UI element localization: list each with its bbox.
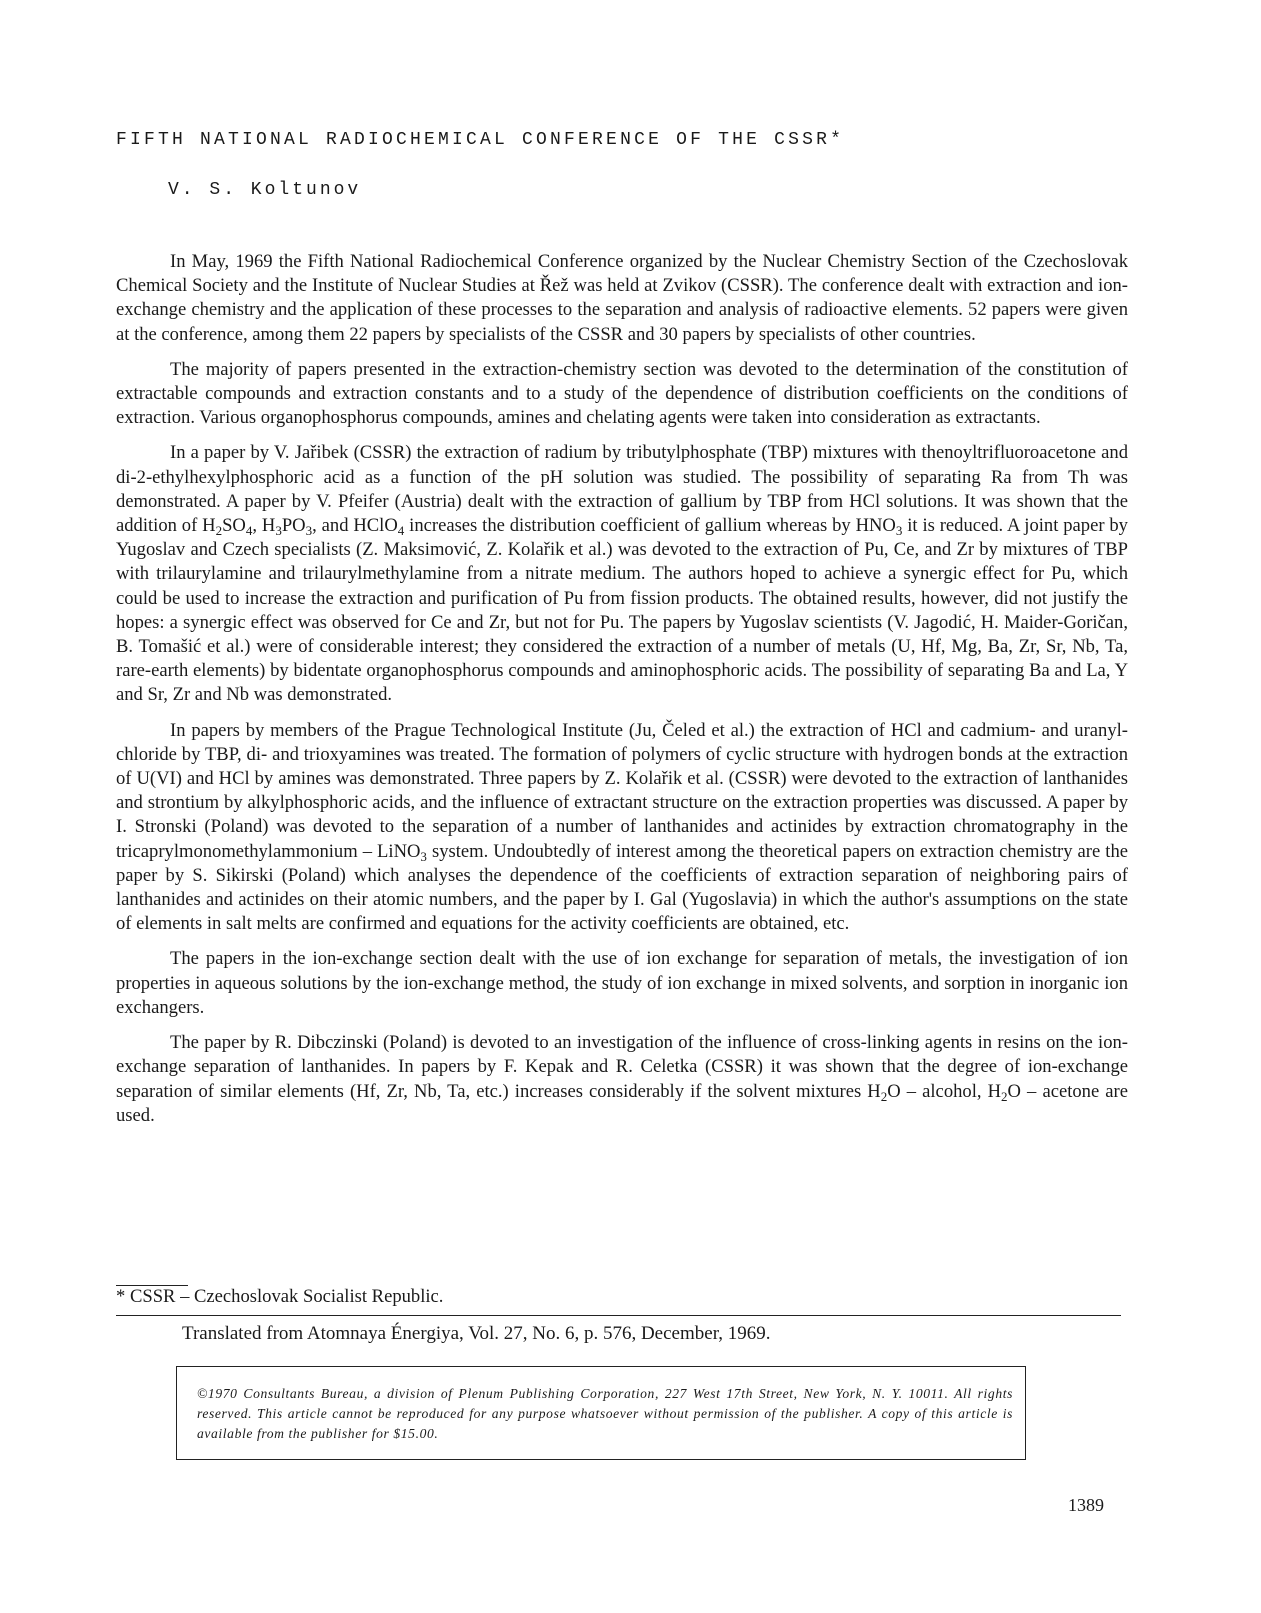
formula-subscript: 4 <box>397 522 405 538</box>
formula-subscript: 2 <box>880 1088 888 1104</box>
paragraph <box>116 719 1128 937</box>
text-run: PO <box>281 515 306 537</box>
text-run: The majority of papers presented in the extraction-chemistry section was devoted to the determination of the constitution of extractable compounds and extraction constants and to a study of the dependence of distribution coefficients on the conditions of extraction. Various organophosphorus compounds, amines and chelating agents were taken into consideration as extractants. <box>116 358 1128 429</box>
text-run: O – alcohol, H <box>887 1080 1002 1102</box>
copyright-notice: ©1970 Consultants Bureau, a division of Plenum Publishing Corporation, 227 West 17th Street, New York, N. Y. 10011. All rights reserved. This article cannot be reproduced for any purpose whatsoever without permission of the publisher. A copy of this article is available from the publisher for $15.00. <box>197 1386 1013 1441</box>
text-run: it is reduced. A joint paper by Yugoslav and Czech specialists (Z. Maksimović, Z. Kolařik et al.) was devoted to the extraction of Pu, Ce, and Zr by mixtures of TBP with trilaurylamine and trilaurylmethylamine from a nitrate medium. The authors hoped to achieve a synergic effect for Pu, which could be used to increase the extraction and purification of Pu from fission products. The obtained results, however, did not justify the hopes: a synergic effect was observed for Ce and Zr, but not for Pu. The papers by Yugoslav scientists (V. Jagodić, H. Maider-Goričan, B. Tomašić et al.) were of considerable interest; they considered the extraction of a number of metals (U, Hf, Mg, Ba, Zr, Sr, Nb, Ta, rare-earth elements) by bidentate organophosphorus compounds and aminophosphoric acids. The possibility of separating Ba and La, Y and Sr, Zr and Nb was demonstrated. <box>116 515 1128 706</box>
formula-subscript: 3 <box>305 522 313 538</box>
formula-subscript: 2 <box>215 522 223 538</box>
text-run: In May, 1969 the Fifth National Radiochemical Conference organized by the Nuclear Chemistry Section of the Czechoslovak Chemical Society and the Institute of Nuclear Studies at Řež was held at Zvikov (CSSR). The conference dealt with extraction and ion-exchange chemistry and the application of these processes to the separation and analysis of radioactive elements. 52 papers were given at the conference, among them 22 papers by specialists of the CSSR and 30 papers by specialists of other countries. <box>116 251 1128 345</box>
page-number: 1389 <box>1068 1495 1104 1515</box>
translation-source: Translated from Atomnaya Énergiya, Vol. 27, No. 6, p. 576, December, 1969. <box>182 1323 771 1344</box>
article-author: V. S. Koltunov <box>168 180 362 200</box>
paragraph <box>116 1031 1128 1128</box>
text-run: SO <box>222 515 246 537</box>
text-run: The papers in the ion-exchange section dealt with the use of ion exchange for separation of metals, the investigation of ion properties in aqueous solutions by the ion-exchange method, the study of ion exchange in mixed solvents, and sorption in inorganic ion exchangers. <box>116 948 1128 1018</box>
formula-subscript: 3 <box>275 522 282 538</box>
paragraph <box>116 358 1128 431</box>
paragraph <box>116 250 1128 347</box>
paragraph <box>116 947 1128 1020</box>
text-run: O – acetone are used. <box>116 1080 1128 1126</box>
paragraph <box>116 441 1128 707</box>
text-run: increases the distribution coefficient of gallium whereas by HNO <box>404 515 896 537</box>
text-run: , and HClO <box>312 515 398 537</box>
text-run: , H <box>252 515 276 537</box>
text-run: The paper by R. Dibczinski (Poland) is devoted to an investigation of the influence of cross-linking agents in resins on the ion-exchange separation of lanthanides. In papers by F. Kepak and R. Celetka (CSSR) it was shown that the degree of ion-exchange separation of similar elements (Hf, Zr, Nb, Ta, etc.) increases considerably if the solvent mixtures H <box>116 1032 1128 1102</box>
formula-subscript: 3 <box>895 522 903 538</box>
formula-subscript: 4 <box>245 522 253 538</box>
formula-subscript: 3 <box>420 848 427 864</box>
text-run: In a paper by V. Jařibek (CSSR) the extraction of radium by tributylphosphate (TBP) mixtures with thenoyltrifluoroacetone and di-2-ethylhexylphosphoric acid as a function of the pH solution was studied. The possibility of separating Ra from Th was demonstrated. A paper by V. Pfeifer (Austria) dealt with the extraction of gallium by TBP from HCl solutions. It was shown that the addition of H <box>116 442 1128 537</box>
formula-subscript: 2 <box>1001 1088 1008 1104</box>
copyright-box <box>176 1366 1026 1460</box>
article-body <box>116 250 1128 1139</box>
text-run: In papers by members of the Prague Technological Institute (Ju, Čeled et al.) the extraction of HCl and cadmium- and uranyl-chloride by TBP, di- and trioxyamines was treated. The formation of polymers of cyclic structure with hydrogen bonds at the extraction of U(VI) and HCl by amines was demonstrated. Three papers by Z. Kolařik et al. (CSSR) were devoted to the extraction of lanthanides and strontium by alkylphosphoric acids, and the influence of extractant structure on the extraction properties was discussed. A paper by I. Stronski (Poland) was devoted to the separation of a number of lanthanides and actinides by extraction chromatography in the tricaprylmonomethylammonium – LiNO <box>116 719 1128 862</box>
article-title: FIFTH NATIONAL RADIOCHEMICAL CONFERENCE OF THE CSSR* <box>116 130 845 150</box>
page-divider <box>116 1315 1121 1316</box>
footnote: * CSSR – Czechoslovak Socialist Republic. <box>116 1286 444 1307</box>
text-run: system. Undoubtedly of interest among the theoretical papers on extraction chemistry are the paper by S. Sikirski (Poland) which analyses the dependence of the coefficients of extraction separation of neighboring pairs of lanthanides and actinides on their atomic numbers, and the paper by I. Gal (Yugoslavia) in which the author's assumptions on the state of elements in salt melts are confirmed and equations for the activity coefficients are obtained, etc. <box>116 840 1128 935</box>
